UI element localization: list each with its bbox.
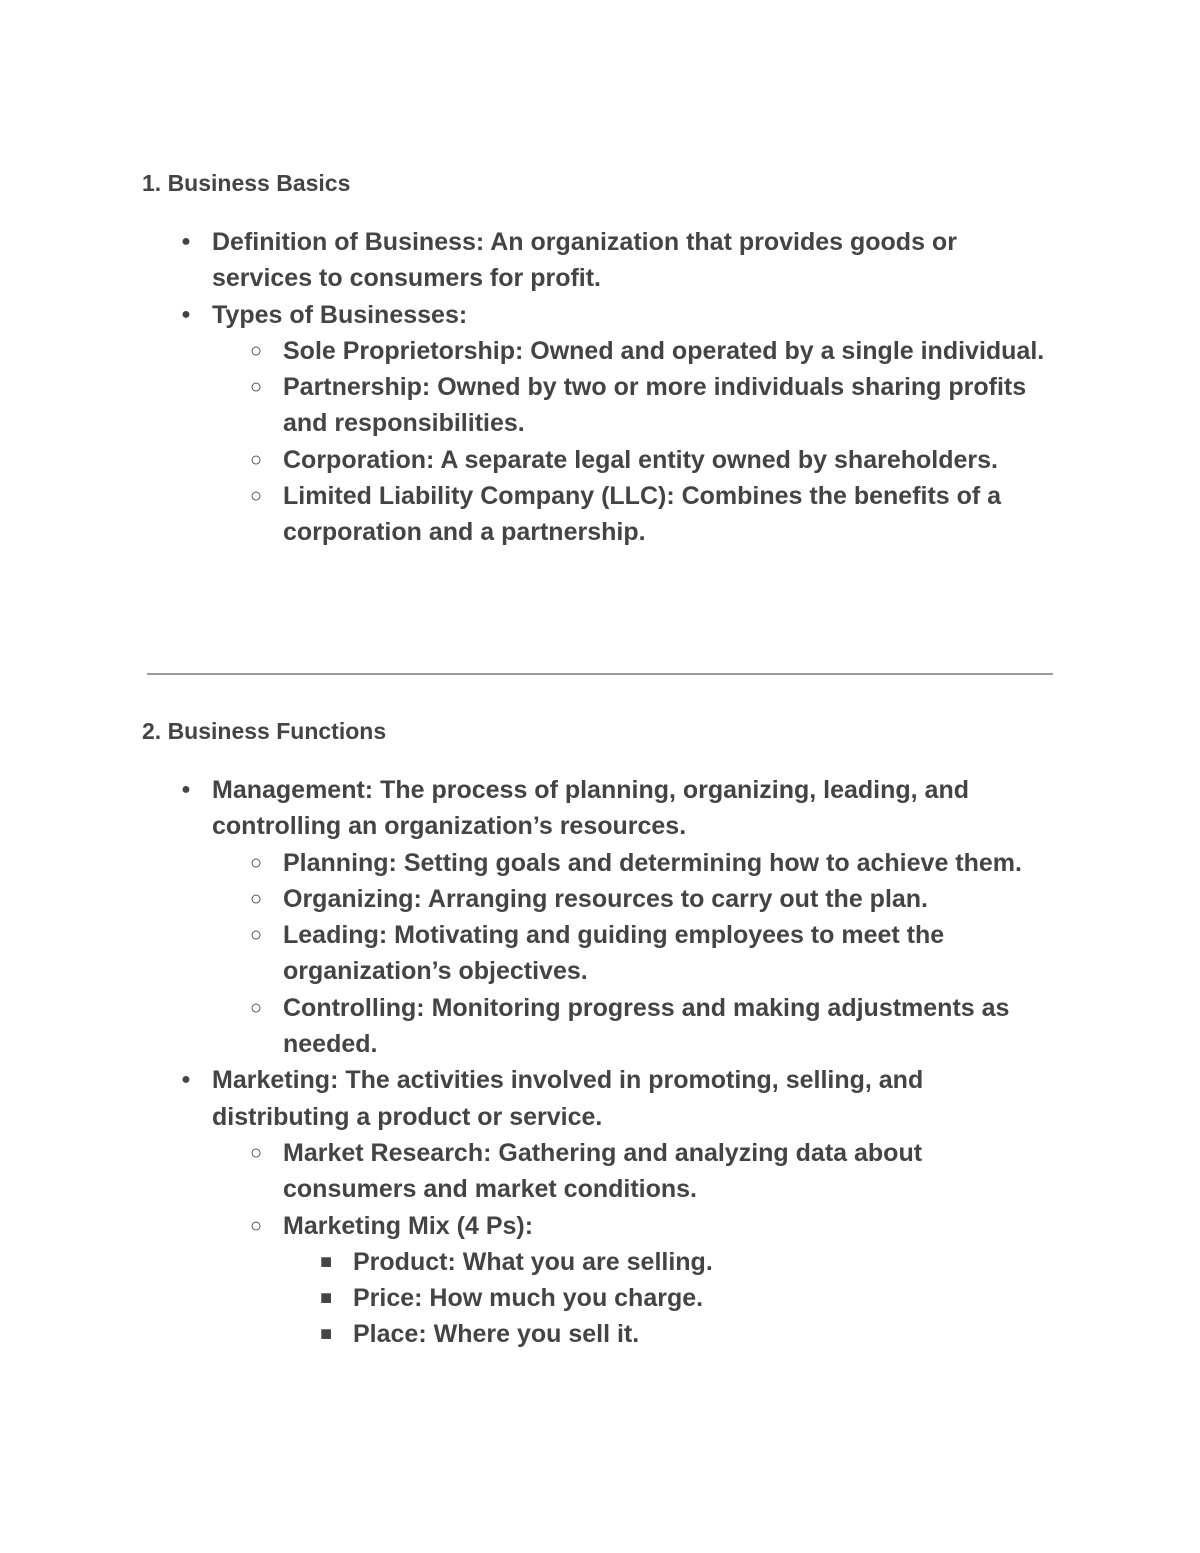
list-item-definition [0, 224, 1062, 297]
list-item-marketing-mix [0, 1208, 1058, 1244]
list-item-text: Organizing: Arranging resources to carry out the plan. [283, 884, 929, 913]
list-item-text: Leading: Motivating and guiding employees to meet the organization’s objectives. [283, 921, 945, 986]
bullet-circle-icon: ○ [249, 1214, 263, 1237]
list-item-marketing [0, 1062, 1062, 1135]
bullet-square-icon: ■ [319, 1287, 333, 1310]
list-item-product [0, 1244, 1053, 1280]
section-heading-business-basics: 1. Business Basics [142, 170, 351, 196]
list-item-partnership [0, 369, 1058, 442]
bullet-circle-icon: ○ [249, 339, 263, 362]
list-item-text: Product: What you are selling. [353, 1247, 713, 1276]
list-item-text: Marketing Mix (4 Ps): [283, 1211, 534, 1240]
list-item-text: Corporation: A separate legal entity owned by shareholders. [283, 445, 998, 474]
list-item-text: Place: Where you sell it. [353, 1320, 640, 1349]
list-item-controlling [0, 990, 1058, 1063]
list-item-price [0, 1280, 1053, 1316]
list-item-organizing [0, 881, 1058, 917]
business-basics-list [0, 224, 1062, 551]
bullet-circle-icon: ○ [249, 1141, 263, 1164]
list-item-text: Management: The process of planning, organizing, leading, and controlling an organization’s resources. [212, 776, 970, 841]
bullet-circle-icon: ○ [249, 996, 263, 1019]
bullet-disc-icon: ● [181, 305, 191, 323]
list-item-text: Planning: Setting goals and determining how to achieve them. [283, 848, 1022, 877]
list-item-text: Limited Liability Company (LLC): Combines the benefits of a corporation and a partnership. [283, 482, 1002, 547]
business-functions-list [0, 772, 1062, 1353]
section-heading-business-functions: 2. Business Functions [142, 718, 387, 744]
list-item-text: Sole Proprietorship: Owned and operated by a single individual. [283, 336, 1045, 365]
list-item-leading [0, 917, 1058, 990]
list-item-planning [0, 845, 1058, 881]
list-item-text: Market Research: Gathering and analyzing data about consumers and market conditions. [283, 1138, 923, 1204]
bullet-circle-icon: ○ [249, 851, 263, 874]
list-item-market-research [0, 1135, 1058, 1208]
bullet-circle-icon: ○ [249, 485, 263, 508]
list-item-corporation [0, 442, 1058, 478]
list-item-sole-proprietorship [0, 333, 1058, 369]
list-item-types-of-businesses [0, 297, 1062, 333]
horizontal-divider [147, 673, 1053, 675]
list-item-place [0, 1316, 1053, 1352]
bullet-disc-icon: ● [181, 233, 191, 250]
bullet-circle-icon: ○ [249, 376, 263, 399]
list-item-text: Marketing: The activities involved in promoting, selling, and distributing a product or service. [212, 1066, 924, 1131]
list-item-management [0, 772, 1062, 845]
bullet-square-icon: ■ [319, 1323, 333, 1346]
bullet-disc-icon: ● [181, 1071, 191, 1089]
bullet-circle-icon: ○ [249, 924, 263, 947]
bullet-disc-icon: ● [181, 781, 191, 798]
list-item-text: Partnership: Owned by two or more individuals sharing profits and responsibilities. [283, 373, 1027, 438]
bullet-square-icon: ■ [319, 1250, 333, 1273]
list-item-text: Types of Businesses: [212, 300, 468, 329]
list-item-text: Controlling: Monitoring progress and making adjustments as needed. [283, 993, 1010, 1059]
bullet-circle-icon: ○ [249, 887, 263, 910]
list-item-text: Price: How much you charge. [353, 1284, 704, 1313]
list-item-llc [0, 478, 1058, 551]
bullet-circle-icon: ○ [249, 448, 263, 471]
list-item-text: Definition of Business: An organization that provides goods or services to consumers for profit. [212, 228, 957, 293]
